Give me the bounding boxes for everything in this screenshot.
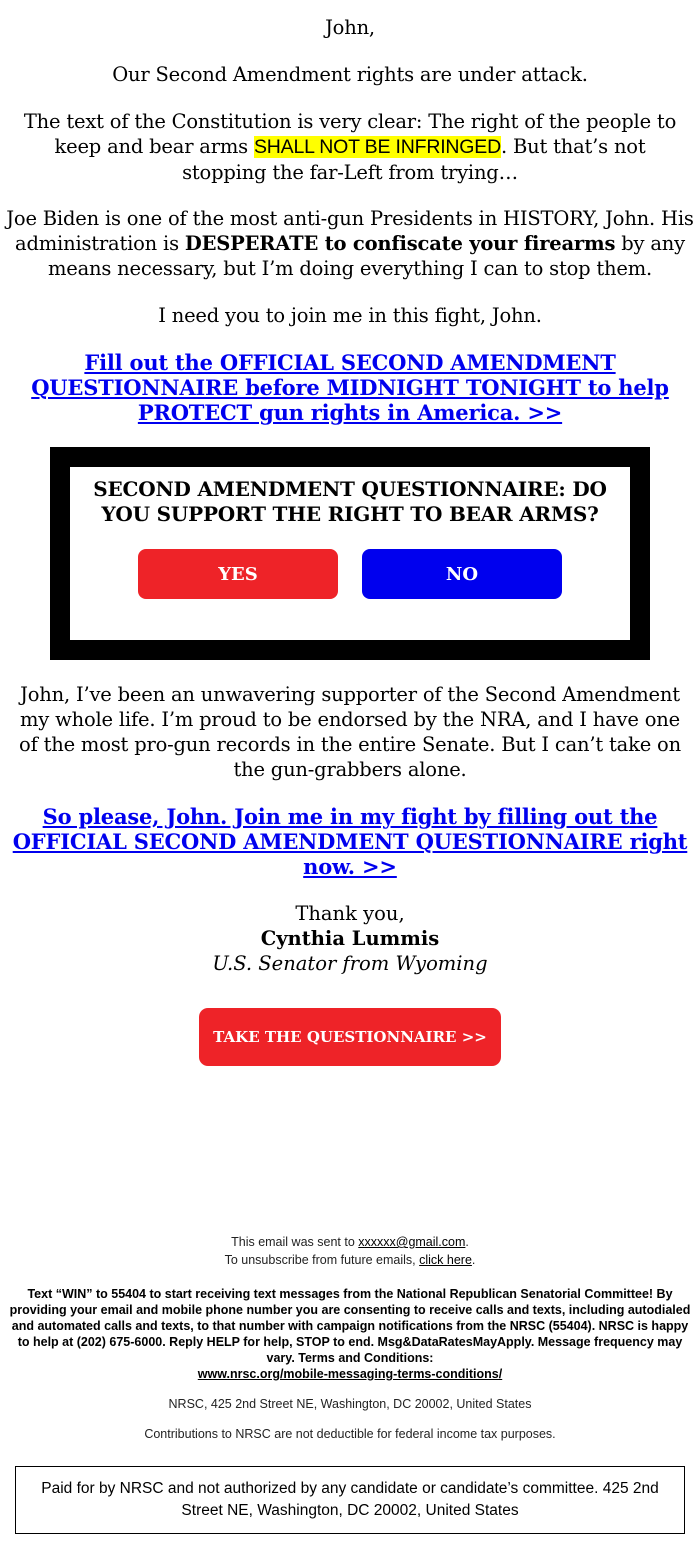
yes-button[interactable]: YES bbox=[138, 549, 338, 599]
sent-to-post: . bbox=[465, 1235, 469, 1249]
bold-text: DESPERATE to confiscate your firearms bbox=[184, 232, 616, 255]
questionnaire-title: SECOND AMENDMENT QUESTIONNAIRE: DO YOU SUPPORT THE RIGHT TO BEAR ARMS? bbox=[93, 477, 607, 526]
intro-paragraph: Our Second Amendment rights are under attack. bbox=[112, 63, 588, 86]
footer-sent bbox=[0, 1233, 700, 1269]
sms-text: Text “WIN” to 55404 to start receiving text messages from the National Republican Senatorial Committee! By providing your email and mobile phone number you are consenting to receive calls and texts, including autodialed and automated calls and texts, to that number with campaign notifications from the NRSC (55404). NRSC is happy to help at (202) 675-6000. Reply HELP for help, STOP to end. Msg&DataRatesMayApply. Message frequency may vary. Terms and Conditions: bbox=[9, 1287, 691, 1365]
take-questionnaire-button[interactable]: TAKE THE QUESTIONNAIRE >> bbox=[199, 1008, 501, 1066]
questionnaire-buttons bbox=[70, 549, 630, 599]
unsubscribe-post: . bbox=[471, 1253, 476, 1267]
sms-disclaimer bbox=[9, 1286, 691, 1382]
biden-paragraph bbox=[5, 206, 695, 281]
constitution-text-pre: The text of the Constitution is very clear: The right of the people to keep and bear arms bbox=[23, 110, 677, 158]
no-button[interactable]: NO bbox=[362, 549, 562, 599]
signer-name: Cynthia Lummis bbox=[260, 927, 440, 950]
signature-block bbox=[0, 901, 700, 976]
terms-link[interactable]: www.nrsc.org/mobile-messaging-terms-conditions/ bbox=[197, 1367, 503, 1381]
greeting: John, bbox=[325, 16, 375, 39]
paid-for-disclaimer bbox=[15, 1466, 685, 1534]
signer-title: U.S. Senator from Wyoming bbox=[212, 952, 488, 975]
unsubscribe-line bbox=[0, 1251, 700, 1269]
sent-to-pre: This email was sent to bbox=[231, 1235, 359, 1249]
sent-to-line bbox=[0, 1233, 700, 1251]
highlighted-text: SHALL NOT BE INFRINGED bbox=[253, 136, 501, 158]
unsubscribe-pre: To unsubscribe from future emails, bbox=[224, 1253, 420, 1267]
questionnaire-panel bbox=[70, 467, 630, 640]
paid-for-text: Paid for by NRSC and not authorized by any candidate or candidate’s committee. 425 2nd Street NE, Washington, DC 20002, United States bbox=[41, 1480, 659, 1519]
tax-notice: Contributions to NRSC are not deductible for federal income tax purposes. bbox=[144, 1427, 556, 1441]
biden-text-pre: Joe Biden is one of the most anti-gun Presidents in HISTORY, John. His administration is bbox=[6, 207, 694, 255]
supporter-paragraph: John, I’ve been an unwavering supporter of the Second Amendment my whole life. I’m proud to be endorsed by the NRA, and I have one of the most pro-gun records in the entire Senate. But I can’t take on the gun-grabbers alone. bbox=[19, 683, 681, 781]
join-paragraph: I need you to join me in this fight, John. bbox=[158, 304, 542, 327]
biden-text-post: by any means necessary, but I’m doing everything I can to stop them. bbox=[47, 232, 685, 280]
recipient-email-link[interactable]: xxxxxx@gmail.com bbox=[358, 1235, 466, 1249]
closing: Thank you, bbox=[295, 902, 405, 925]
constitution-paragraph bbox=[20, 109, 680, 185]
unsubscribe-link[interactable]: click here bbox=[419, 1253, 472, 1267]
nrsc-address: NRSC, 425 2nd Street NE, Washington, DC 20002, United States bbox=[168, 1397, 532, 1411]
constitution-text-post: . But that’s not stopping the far-Left from trying… bbox=[182, 135, 646, 184]
questionnaire-link-top[interactable]: Fill out the OFFICIAL SECOND AMENDMENT QUESTIONNAIRE before MIDNIGHT TONIGHT to help PROTECT gun rights in America. >> bbox=[31, 350, 669, 425]
questionnaire-link-bottom[interactable]: So please, John. Join me in my fight by filling out the OFFICIAL SECOND AMENDMENT QUESTIONNAIRE right now. >> bbox=[12, 804, 688, 879]
questionnaire-box bbox=[50, 447, 650, 660]
